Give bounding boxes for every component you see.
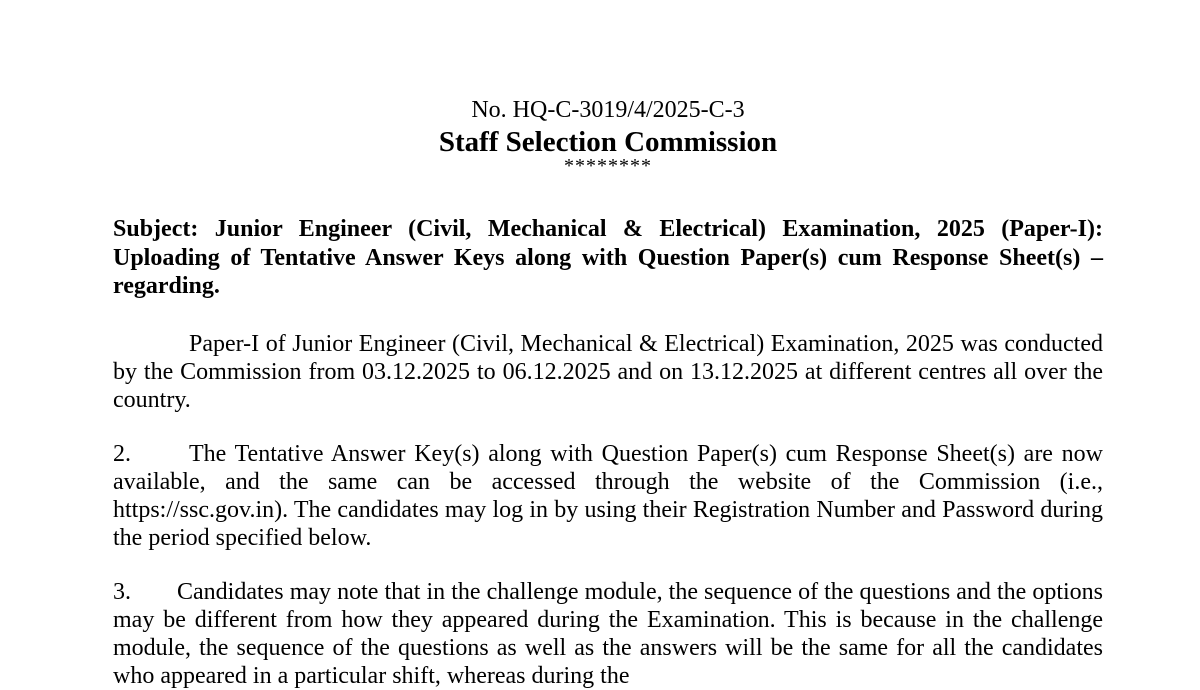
paragraph-1 xyxy=(113,330,1103,414)
paragraph-3 xyxy=(113,578,1103,690)
paragraph-2 xyxy=(113,440,1103,552)
paragraph-1-text: Paper-I of Junior Engineer (Civil, Mechanical & Electrical) Examination, 2025 was conducted by the Commission from 03.12.2025 to 06.12.2025 and on 13.12.2025 at different centres all over the country. xyxy=(113,330,1103,413)
subject-line: Subject: Junior Engineer (Civil, Mechanical & Electrical) Examination, 2025 (Paper-I): Uploading of Tentative Answer Keys along with Question Paper(s) cum Response Sheet(s) – regarding. xyxy=(113,216,1103,299)
paragraph-3-text: Candidates may note that in the challenge module, the sequence of the questions and the options may be different from how they appeared during the Examination. This is because in the challenge module, the sequence of the questions as well as the answers will be the same for all the candidates who appeared in a particular shift, whereas during the xyxy=(113,578,1103,689)
paragraph-2-text: The Tentative Answer Key(s) along with Question Paper(s) cum Response Sheet(s) are now available, and the same can be accessed through the website of the Commission (i.e., https://ssc.gov.in). The candidates may log in by using their Registration Number and Password during the period specified below. xyxy=(113,440,1103,551)
paragraph-3-number: 3. xyxy=(113,578,131,605)
reference-number: No. HQ-C-3019/4/2025-C-3 xyxy=(471,97,745,123)
paragraph-2-number: 2. xyxy=(113,440,131,467)
separator-stars: ******** xyxy=(564,155,652,177)
organization-title: Staff Selection Commission xyxy=(438,126,778,158)
document-page xyxy=(113,96,1103,690)
